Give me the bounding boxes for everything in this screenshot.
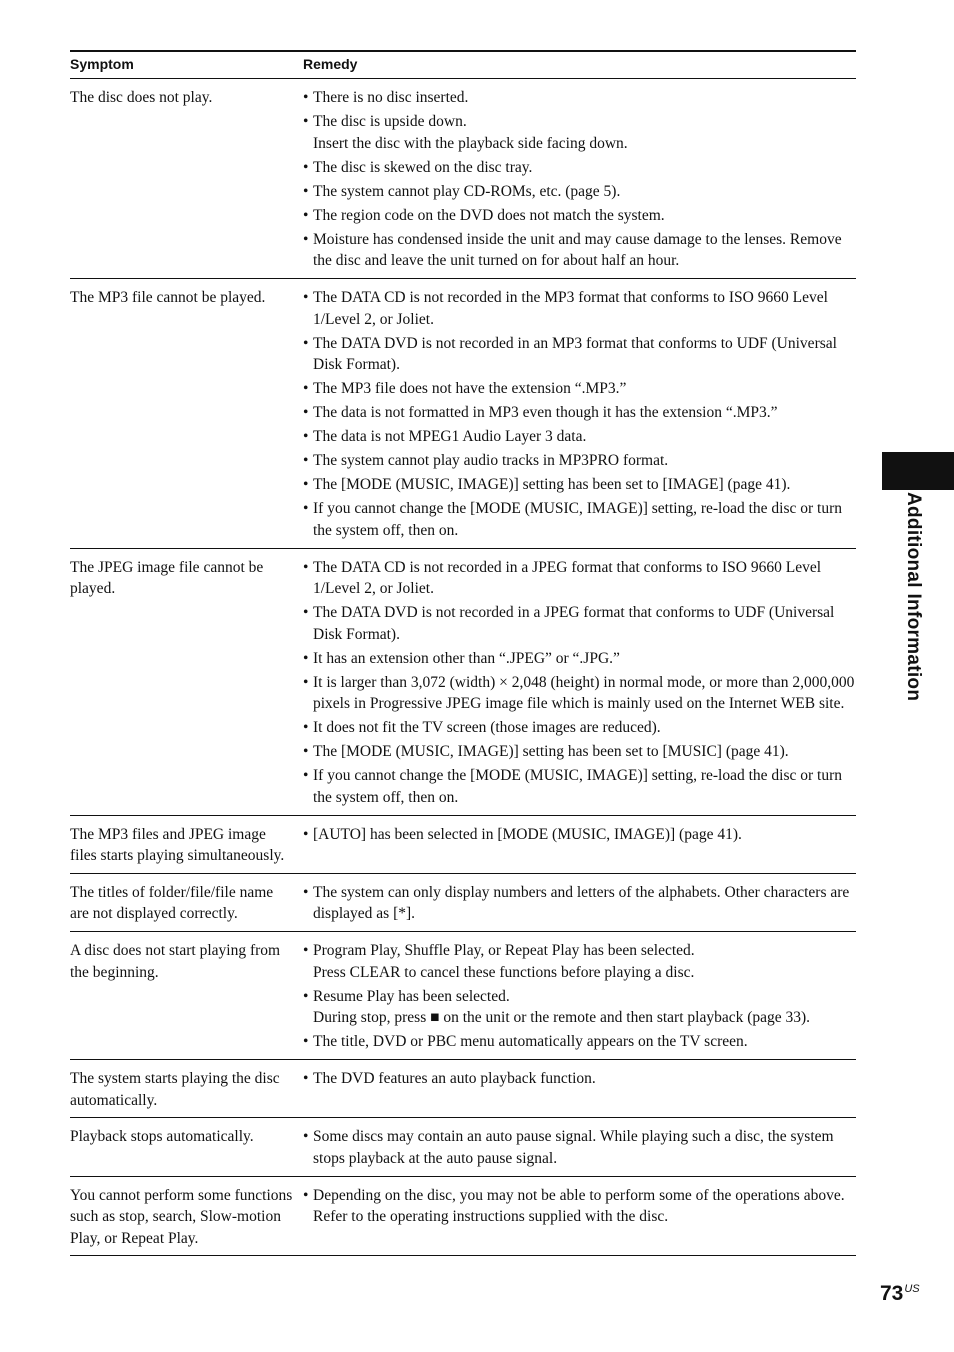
remedy-item bbox=[303, 87, 856, 109]
remedy-cell bbox=[302, 873, 856, 932]
table-body bbox=[70, 79, 856, 1256]
remedy-text: The DVD features an auto playback function. bbox=[313, 1070, 596, 1087]
remedy-item bbox=[303, 450, 856, 472]
remedy-item bbox=[303, 378, 856, 400]
section-tab-marker bbox=[882, 452, 954, 490]
remedy-cell bbox=[302, 548, 856, 815]
remedy-detail-text: Press CLEAR to cancel these functions before playing a disc. bbox=[313, 963, 695, 981]
table-header bbox=[70, 51, 856, 79]
table-row bbox=[70, 932, 856, 1060]
remedy-text: The DATA CD is not recorded in the MP3 format that conforms to ISO 9660 Level 1/Level 2, or Joliet. bbox=[313, 289, 828, 328]
remedy-item bbox=[303, 602, 856, 645]
table-row bbox=[70, 873, 856, 932]
remedy-list bbox=[303, 824, 856, 846]
table-row bbox=[70, 815, 856, 873]
remedy-item bbox=[303, 765, 856, 808]
remedy-text: Moisture has condensed inside the unit and may cause damage to the lenses. Remove the disc and leave the unit turned on for about half an hour. bbox=[313, 230, 842, 269]
remedy-text: The data is not formatted in MP3 even though it has the extension “.MP3.” bbox=[313, 404, 778, 421]
section-tab-label: Additional Information bbox=[903, 492, 924, 702]
remedy-detail-text: Insert the disc with the playback side facing down. bbox=[313, 134, 628, 152]
symptom-cell: The system starts playing the disc automatically. bbox=[70, 1060, 302, 1118]
remedy-item bbox=[303, 1185, 856, 1228]
remedy-item bbox=[303, 986, 856, 1029]
remedy-item bbox=[303, 287, 856, 330]
page-number-value: 73 bbox=[880, 1282, 904, 1305]
remedy-list bbox=[303, 940, 856, 1053]
remedy-detail-text: During stop, press ■ on the unit or the remote and then start playback (page 33). bbox=[313, 1009, 811, 1026]
remedy-text: The system can only display numbers and letters of the alphabets. Other characters are displayed as [*]. bbox=[313, 883, 850, 922]
table-row bbox=[70, 279, 856, 549]
remedy-text: The DATA DVD is not recorded in a JPEG format that conforms to UDF (Universal Disk Format). bbox=[313, 604, 835, 643]
remedy-cell bbox=[302, 1176, 856, 1256]
remedy-item bbox=[303, 229, 856, 272]
remedy-text: If you cannot change the [MODE (MUSIC, IMAGE)] setting, re-load the disc or turn the system off, then on. bbox=[313, 767, 843, 806]
remedy-item bbox=[303, 1068, 856, 1090]
remedy-list bbox=[303, 1185, 856, 1228]
remedy-item bbox=[303, 1031, 856, 1053]
remedy-text: It has an extension other than “.JPEG” or “.JPG.” bbox=[313, 649, 620, 667]
remedy-item bbox=[303, 181, 856, 203]
remedy-cell bbox=[302, 815, 856, 873]
remedy-text: The [MODE (MUSIC, IMAGE)] setting has been set to [IMAGE] (page 41). bbox=[313, 476, 791, 493]
remedy-text: The title, DVD or PBC menu automatically appears on the TV screen. bbox=[313, 1033, 748, 1050]
remedy-text: The disc is upside down. bbox=[313, 113, 467, 130]
remedy-item bbox=[303, 741, 856, 763]
remedy-text: Some discs may contain an auto pause signal. While playing such a disc, the system stops playback at the auto pause signal. bbox=[313, 1128, 834, 1167]
symptom-column-header: Symptom bbox=[70, 51, 302, 79]
remedy-column-header: Remedy bbox=[302, 51, 856, 79]
remedy-text: Program Play, Shuffle Play, or Repeat Play has been selected. bbox=[313, 942, 695, 959]
remedy-text: The DATA CD is not recorded in a JPEG format that conforms to ISO 9660 Level 1/Level 2, or Joliet. bbox=[313, 558, 822, 597]
remedy-item bbox=[303, 1126, 856, 1169]
remedy-text: The system cannot play CD-ROMs, etc. (page 5). bbox=[313, 182, 621, 200]
table-row bbox=[70, 1060, 856, 1118]
remedy-text: It is larger than 3,072 (width) × 2,048 (height) in normal mode, or more than 2,000,000 pixels in Progressive JPEG image file which is mainly used on the Internet WEB site. bbox=[313, 673, 855, 712]
remedy-text: Resume Play has been selected. bbox=[313, 987, 510, 1005]
remedy-list bbox=[303, 1126, 856, 1169]
remedy-item bbox=[303, 940, 856, 983]
remedy-item bbox=[303, 717, 856, 739]
troubleshooting-table bbox=[70, 50, 856, 1256]
remedy-cell bbox=[302, 279, 856, 549]
remedy-text: The data is not MPEG1 Audio Layer 3 data. bbox=[313, 428, 587, 445]
remedy-text: There is no disc inserted. bbox=[313, 89, 469, 106]
remedy-text: If you cannot change the [MODE (MUSIC, IMAGE)] setting, re-load the disc or turn the system off, then on. bbox=[313, 500, 843, 539]
symptom-cell: The MP3 files and JPEG image files starts playing simultaneously. bbox=[70, 815, 302, 873]
remedy-cell bbox=[302, 79, 856, 279]
remedy-text: The DATA DVD is not recorded in an MP3 format that conforms to UDF (Universal Disk Format). bbox=[313, 334, 837, 373]
table-row bbox=[70, 548, 856, 815]
remedy-list bbox=[303, 882, 856, 925]
remedy-item bbox=[303, 205, 856, 227]
page-number bbox=[880, 1282, 920, 1306]
remedy-item bbox=[303, 498, 856, 541]
remedy-text: The disc is skewed on the disc tray. bbox=[313, 158, 533, 176]
remedy-cell bbox=[302, 1118, 856, 1177]
remedy-item bbox=[303, 882, 856, 925]
symptom-cell: You cannot perform some functions such as stop, search, Slow-motion Play, or Repeat Play. bbox=[70, 1176, 302, 1256]
table-row bbox=[70, 79, 856, 279]
remedy-item bbox=[303, 426, 856, 448]
page-number-suffix: US bbox=[904, 1283, 920, 1295]
remedy-text: The MP3 file does not have the extension “.MP3.” bbox=[313, 380, 627, 397]
symptom-cell: The titles of folder/file/file name are not displayed correctly. bbox=[70, 873, 302, 932]
remedy-list bbox=[303, 287, 856, 541]
remedy-list bbox=[303, 557, 856, 809]
remedy-item bbox=[303, 402, 856, 424]
remedy-item bbox=[303, 474, 856, 496]
symptom-cell: The disc does not play. bbox=[70, 79, 302, 279]
symptom-cell: The JPEG image file cannot be played. bbox=[70, 548, 302, 815]
remedy-cell bbox=[302, 1060, 856, 1118]
symptom-cell: Playback stops automatically. bbox=[70, 1118, 302, 1177]
remedy-text: The system cannot play audio tracks in MP3PRO format. bbox=[313, 452, 669, 469]
remedy-text: Depending on the disc, you may not be able to perform some of the operations above. Refer to the operating instructions supplied with the disc. bbox=[313, 1186, 845, 1225]
remedy-item bbox=[303, 672, 856, 715]
remedy-item bbox=[303, 333, 856, 376]
remedy-item bbox=[303, 824, 856, 846]
remedy-text: [AUTO] has been selected in [MODE (MUSIC, IMAGE)] (page 41). bbox=[313, 825, 742, 843]
remedy-cell bbox=[302, 932, 856, 1060]
remedy-text: The region code on the DVD does not match the system. bbox=[313, 206, 665, 224]
symptom-cell: A disc does not start playing from the beginning. bbox=[70, 932, 302, 1060]
table-row bbox=[70, 1176, 856, 1256]
remedy-item bbox=[303, 648, 856, 670]
remedy-item bbox=[303, 557, 856, 600]
remedy-text: It does not fit the TV screen (those images are reduced). bbox=[313, 719, 661, 736]
remedy-text: The [MODE (MUSIC, IMAGE)] setting has been set to [MUSIC] (page 41). bbox=[313, 743, 789, 760]
remedy-item bbox=[303, 111, 856, 154]
remedy-list bbox=[303, 1068, 856, 1090]
remedy-item bbox=[303, 157, 856, 179]
symptom-cell: The MP3 file cannot be played. bbox=[70, 279, 302, 549]
table-row bbox=[70, 1118, 856, 1177]
remedy-list bbox=[303, 87, 856, 272]
